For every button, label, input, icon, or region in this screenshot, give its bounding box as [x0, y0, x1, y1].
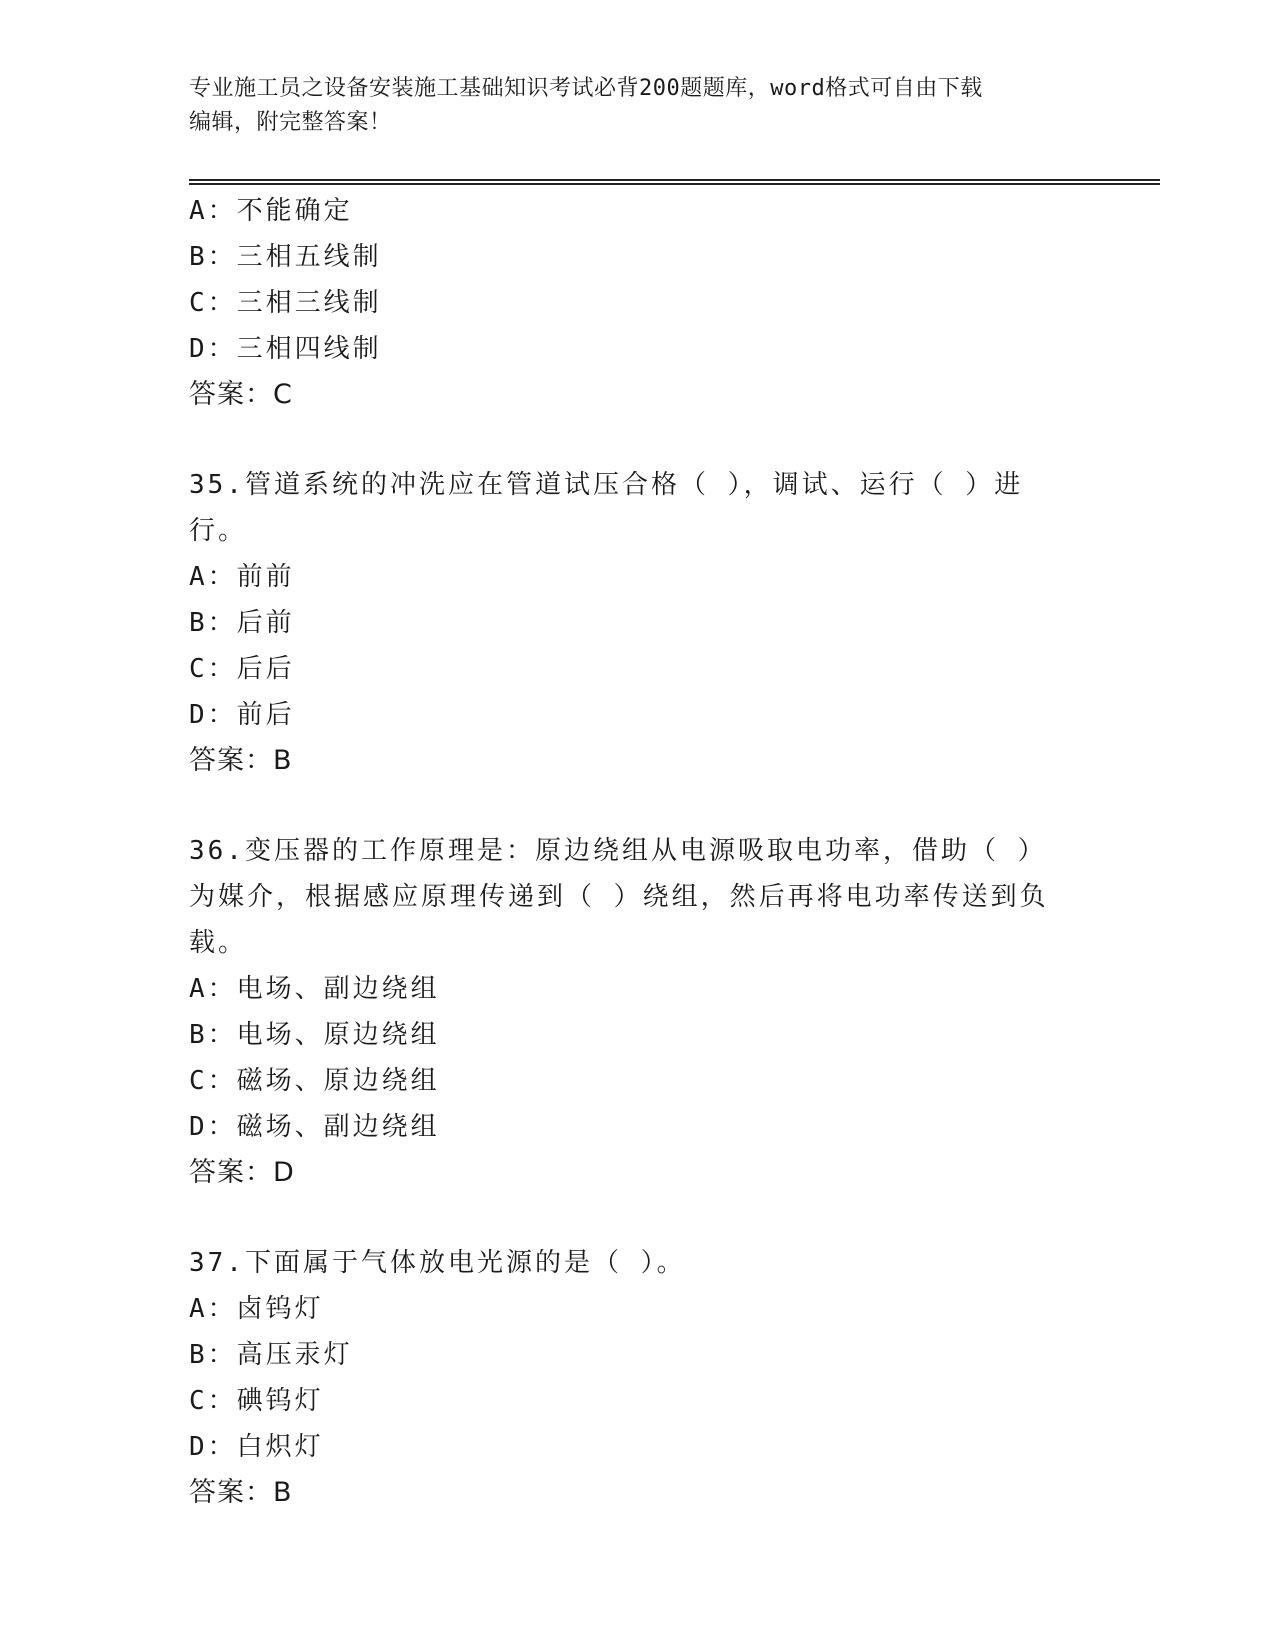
spacer [189, 418, 1129, 462]
header-divider-bottom [189, 183, 1160, 185]
question-text: 35.管道系统的冲洗应在管道试压合格（ ），调试、运行（ ）进行。 [189, 470, 1024, 546]
question-list [189, 188, 1129, 1516]
option-c: C：后后 [189, 654, 295, 684]
option-a: A：前前 [189, 562, 295, 592]
option-a: A：卤钨灯 [189, 1294, 324, 1324]
answer-label: 答案：C [189, 379, 293, 410]
answer-label: 答案：B [189, 745, 293, 776]
option-c: C：三相三线制 [189, 288, 382, 318]
header-divider-top [189, 179, 1160, 181]
answer-label: 答案：D [189, 1157, 295, 1188]
option-b: B：电场、原边绕组 [189, 1020, 440, 1050]
header-title-line-1: 专业施工员之设备安装施工基础知识考试必背200题题库，word格式可自由下载 [189, 76, 983, 101]
document-header [189, 72, 1089, 140]
option-d: D：白炽灯 [189, 1432, 324, 1462]
question-36 [189, 828, 1129, 1196]
spacer [189, 784, 1129, 828]
answer-label: 答案：B [189, 1477, 293, 1508]
spacer [189, 1196, 1129, 1240]
option-c: C：碘钨灯 [189, 1386, 324, 1416]
option-c: C：磁场、原边绕组 [189, 1066, 440, 1096]
option-d: D：磁场、副边绕组 [189, 1112, 440, 1142]
question-text: 37.下面属于气体放电光源的是（ ）。 [189, 1248, 686, 1278]
question-37 [189, 1240, 1129, 1516]
question-34-continued [189, 188, 1129, 418]
option-a: A：电场、副边绕组 [189, 974, 440, 1004]
option-d: D：三相四线制 [189, 334, 382, 364]
option-b: B：三相五线制 [189, 242, 382, 272]
question-text: 36.变压器的工作原理是：原边绕组从电源吸取电功率，借助（ ）为媒介，根据感应原理传递到（ ）绕组，然后再将电功率传送到负载。 [189, 836, 1049, 958]
option-a: A：不能确定 [189, 196, 353, 226]
option-b: B：后前 [189, 608, 295, 638]
option-b: B：高压汞灯 [189, 1340, 353, 1370]
header-title-line-2: 编辑，附完整答案！ [189, 110, 392, 135]
question-35 [189, 462, 1129, 784]
option-d: D：前后 [189, 700, 295, 730]
